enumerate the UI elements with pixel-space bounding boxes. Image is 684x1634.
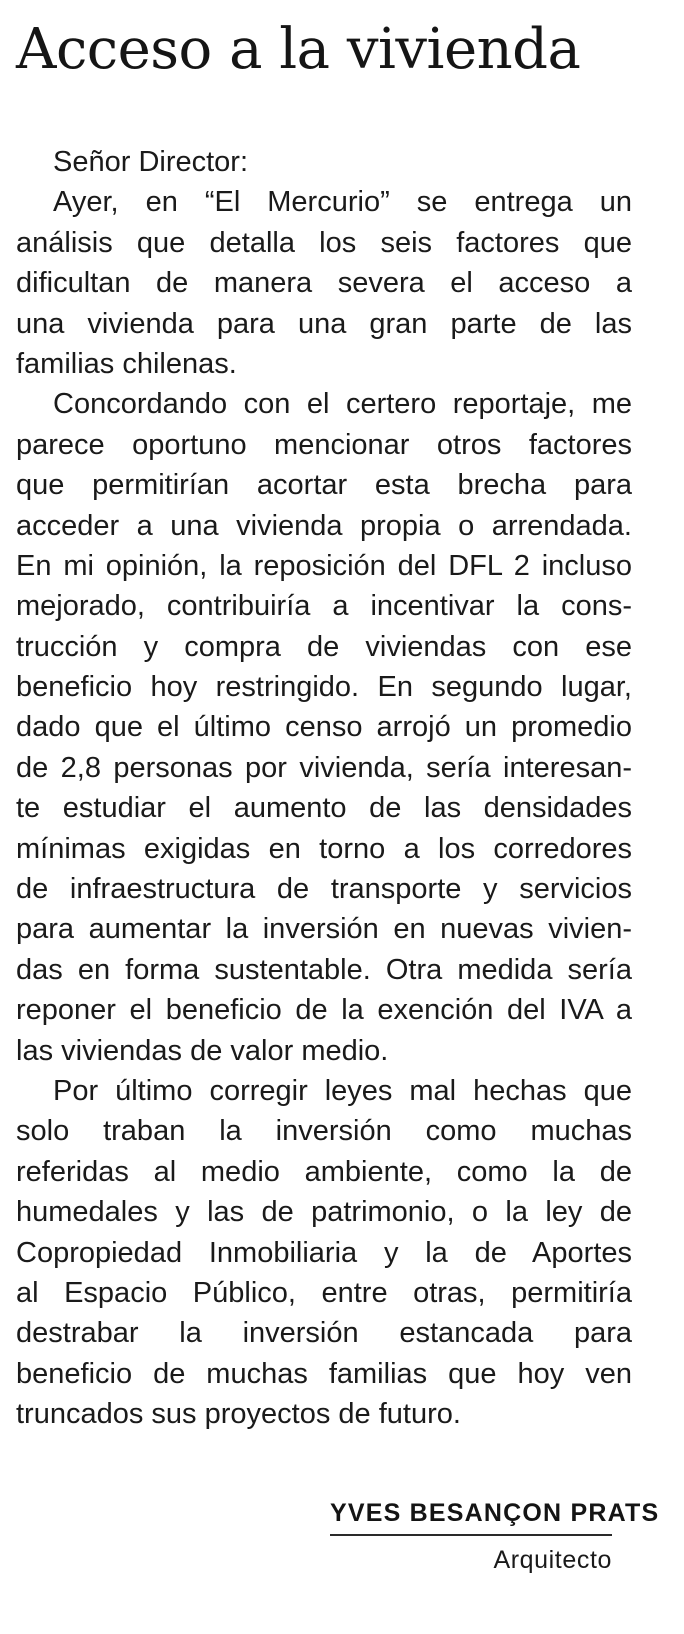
author-title: Arquitecto	[493, 1546, 612, 1574]
paragraph-line: al Espacio Público, entre otras, permitiría	[16, 1276, 632, 1309]
paragraph-line: mejorado, contribuiría a incentivar la cons-	[16, 590, 632, 623]
paragraph-line: mínimas exigidas en torno a los corredores	[16, 832, 632, 865]
paragraph-line: dado que el último censo arrojó un promedio	[16, 711, 632, 744]
paragraph-line: de infraestructura de transporte y servicios	[16, 873, 632, 906]
paragraph-line: Por último corregir leyes mal hechas que	[53, 1074, 632, 1107]
paragraph-line: parece oportuno mencionar otros factores	[16, 428, 632, 461]
paragraph-line: dificultan de manera severa el acceso a	[16, 267, 632, 300]
paragraph-line: humedales y las de patrimonio, o la ley de	[16, 1196, 632, 1229]
paragraph-line: reponer el beneficio de la exención del IVA a	[16, 994, 632, 1027]
paragraph-line: de 2,8 personas por vivienda, sería interesan-	[16, 751, 632, 784]
salutation: Señor Director:	[53, 146, 249, 178]
paragraph-line: familias chilenas.	[16, 347, 237, 380]
paragraph-line: truncados sus proyectos de futuro.	[16, 1398, 461, 1431]
paragraph-line: referidas al medio ambiente, como la de	[16, 1155, 632, 1188]
paragraph-line: una vivienda para una gran parte de las	[16, 307, 632, 340]
paragraph-line: que permitirían acortar esta brecha para	[16, 469, 632, 502]
paragraph-line: análisis que detalla los seis factores que	[16, 226, 632, 259]
paragraph-line: beneficio de muchas familias que hoy ven	[16, 1357, 632, 1390]
paragraph-line: destrabar la inversión estancada para	[16, 1317, 632, 1350]
paragraph-line: das en forma sustentable. Otra medida sería	[16, 953, 632, 986]
signature-block	[330, 1496, 660, 1580]
letter-body	[16, 142, 632, 1435]
headline: Acceso a la vivienda	[16, 17, 581, 82]
signature-divider	[330, 1534, 612, 1536]
paragraph-line: para aumentar la inversión en nuevas vivien-	[16, 913, 632, 946]
paragraph-line: beneficio hoy restringido. En segundo lugar,	[16, 671, 632, 704]
paragraph-line: las viviendas de valor medio.	[16, 1034, 389, 1067]
paragraph-line: te estudiar el aumento de las densidades	[16, 792, 632, 825]
paragraph-line: En mi opinión, la reposición del DFL 2 incluso	[16, 549, 632, 582]
paragraph-line: Ayer, en “El Mercurio” se entrega un	[53, 186, 632, 219]
paragraph-line: Copropiedad Inmobiliaria y la de Aportes	[16, 1236, 632, 1269]
paragraph-line: Concordando con el certero reportaje, me	[53, 388, 632, 421]
author-name: YVES BESANÇON PRATS	[330, 1499, 660, 1527]
paragraph-line: acceder a una vivienda propia o arrendada.	[16, 509, 632, 542]
paragraph-line: solo traban la inversión como muchas	[16, 1115, 632, 1148]
paragraph-line: trucción y compra de viviendas con ese	[16, 630, 632, 663]
